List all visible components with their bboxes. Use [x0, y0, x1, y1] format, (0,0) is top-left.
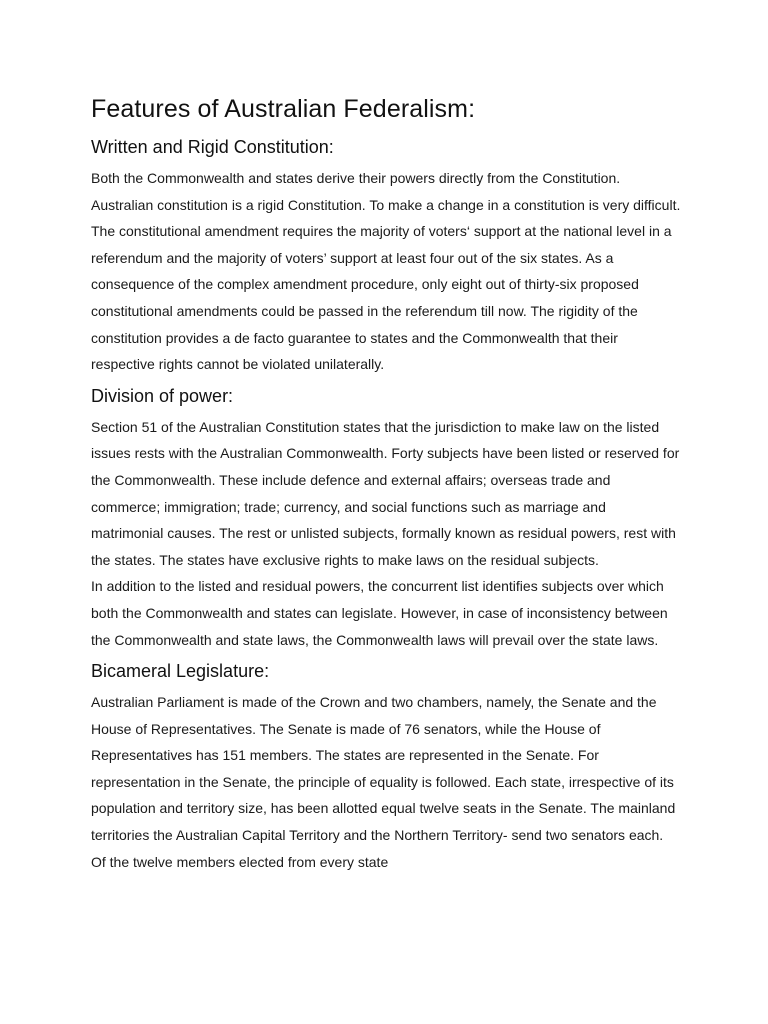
- section-heading: Division of power:: [91, 385, 234, 406]
- section-paragraph: Both the Commonwealth and states derive their powers directly from the Constitution. Australian constitution is a rigid Constitution. To make a change in a constitution is very difficult. The constitutional amendment requires the majority of voters‘ support at the national level in a referendum and the majority of voters’ support at least four out of the six states. As a consequence of the complex amendment procedure, only eight out of thirty-six proposed constitutional amendments could be passed in the referendum till now. The rigidity of the constitution provides a de facto guarantee to states and the Commonwealth that their respective rights cannot be violated unilaterally.: [91, 170, 681, 373]
- section-written-rigid-constitution: [91, 135, 681, 378]
- document-page: [91, 92, 681, 881]
- section-paragraph: In addition to the listed and residual powers, the concurrent list identifies subjects over which both the Commonwealth and states can legislate. However, in case of inconsistency between the Commonwealth and state laws, the Commonwealth laws will prevail over the state laws.: [91, 578, 668, 648]
- section-division-of-power: [91, 384, 681, 653]
- section-paragraph: Section 51 of the Australian Constitution states that the jurisdiction to make law on the listed issues rests with the Australian Commonwealth. Forty subjects have been listed or reserved for the Commonwealth. These include defence and external affairs; overseas trade and commerce; immigration; trade; currency, and social functions such as marriage and matrimonial causes. The rest or unlisted subjects, formally known as residual powers, rest with the states. The states have exclusive rights to make laws on the residual subjects.: [91, 418, 680, 568]
- document-title: Features of Australian Federalism:: [91, 95, 476, 123]
- section-heading: Bicameral Legislature:: [91, 661, 270, 682]
- section-paragraph: Australian Parliament is made of the Crown and two chambers, namely, the Senate and the House of Representatives. The Senate is made of 76 senators, while the House of Representatives has 151 members. The states are represented in the Senate. For representation in the Senate, the principle of equality is followed. Each state, irrespective of its population and territory size, has been allotted equal twelve seats in the Senate. The mainland territories the Australian Capital Territory and the Northern Territory- send two senators each. Of the twelve members elected from every state: [91, 694, 676, 870]
- section-heading: Written and Rigid Constitution:: [91, 137, 334, 157]
- section-bicameral-legislature: [91, 659, 681, 875]
